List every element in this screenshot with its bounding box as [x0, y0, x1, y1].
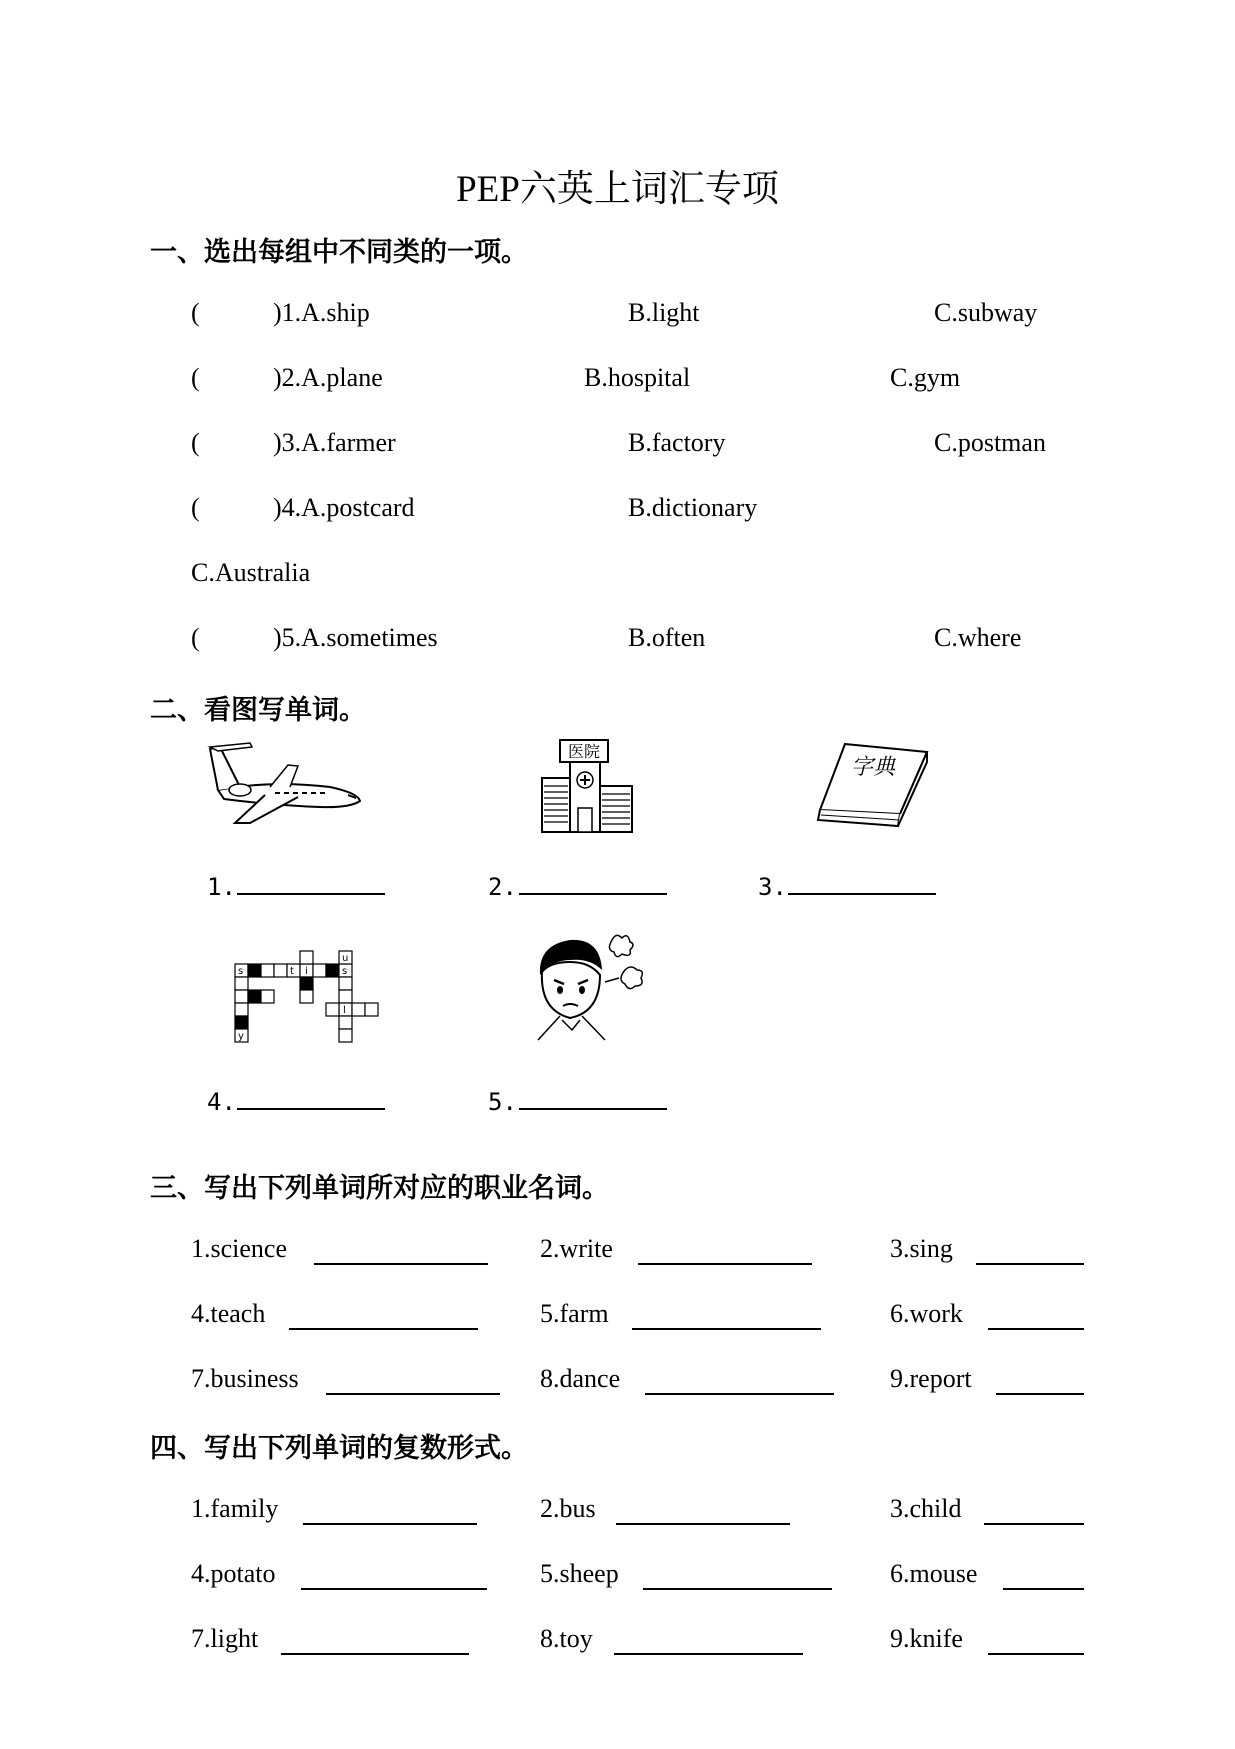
answer-paren: ( [191, 623, 200, 652]
hospital-picture [540, 738, 635, 838]
plural-word: 3.child [890, 1494, 962, 1523]
answer-blank[interactable] [1003, 1588, 1084, 1590]
answer-blank[interactable] [988, 1328, 1084, 1330]
answer-blank-4[interactable] [237, 1108, 385, 1110]
dictionary-cover-text: 字典 [850, 755, 896, 780]
hospital-sign-text: 医院 [567, 742, 601, 761]
profession-word: 7.business [191, 1364, 299, 1393]
answer-blank-3[interactable] [788, 893, 936, 895]
plural-word: 8.toy [540, 1624, 593, 1653]
answer-blank[interactable] [643, 1588, 832, 1590]
section-1-heading: 一、选出每组中不同类的一项。 [150, 237, 528, 267]
crossword-letter: t [290, 966, 294, 977]
option-c: C.postman [934, 428, 1046, 457]
answer-paren: ( [191, 428, 200, 457]
profession-word: 9.report [890, 1364, 972, 1393]
answer-blank[interactable] [326, 1393, 500, 1395]
answer-blank-2[interactable] [519, 893, 667, 895]
crossword-letter: u [342, 953, 349, 964]
profession-word: 8.dance [540, 1364, 621, 1393]
option-c: C.where [934, 623, 1022, 652]
answer-blank[interactable] [303, 1523, 477, 1525]
option-a: )1.A.ship [273, 298, 370, 327]
dictionary-picture [815, 742, 930, 832]
profession-word: 3.sing [890, 1234, 953, 1263]
option-a: )2.A.plane [273, 363, 383, 392]
answer-blank[interactable] [996, 1393, 1084, 1395]
plural-word: 6.mouse [890, 1559, 978, 1588]
option-c: C.Australia [191, 558, 311, 587]
plural-word: 5.sheep [540, 1559, 619, 1588]
answer-blank[interactable] [645, 1393, 834, 1395]
crossword-letter: s [342, 966, 348, 977]
answer-blank[interactable] [976, 1263, 1084, 1265]
answer-blank[interactable] [281, 1653, 469, 1655]
profession-word: 2.write [540, 1234, 613, 1263]
option-a: )3.A.farmer [273, 428, 396, 457]
option-b: B.factory [628, 428, 726, 457]
picture-label-5: 5. [488, 1088, 517, 1116]
plural-word: 7.light [191, 1624, 259, 1653]
plural-word: 1.family [191, 1494, 279, 1523]
answer-paren: ( [191, 493, 200, 522]
picture-label-2: 2. [488, 873, 517, 901]
option-c: C.subway [934, 298, 1038, 327]
section-3-heading: 三、写出下列单词所对应的职业名词。 [150, 1173, 609, 1203]
profession-word: 5.farm [540, 1299, 609, 1328]
answer-blank[interactable] [616, 1523, 790, 1525]
answer-blank[interactable] [301, 1588, 487, 1590]
plural-word: 2.bus [540, 1494, 596, 1523]
profession-word: 1.science [191, 1234, 288, 1263]
answer-blank[interactable] [988, 1653, 1084, 1655]
option-a: )5.A.sometimes [273, 623, 438, 652]
airplane-picture [210, 735, 365, 825]
crossword-letter: y [238, 1031, 244, 1042]
plural-word: 9.knife [890, 1624, 963, 1653]
option-b: B.often [628, 623, 706, 652]
answer-paren: ( [191, 363, 200, 392]
answer-blank[interactable] [984, 1523, 1084, 1525]
option-b: B.dictionary [628, 493, 758, 522]
crossword-picture [235, 950, 390, 1050]
option-a: )4.A.postcard [273, 493, 415, 522]
answer-paren: ( [191, 298, 200, 327]
picture-label-1: 1. [207, 873, 236, 901]
answer-blank[interactable] [632, 1328, 821, 1330]
option-b: B.hospital [584, 363, 691, 392]
plural-word: 4.potato [191, 1559, 276, 1588]
profession-word: 4.teach [191, 1299, 266, 1328]
profession-word: 6.work [890, 1299, 963, 1328]
answer-blank-1[interactable] [237, 893, 385, 895]
crossword-letter: l [343, 1005, 346, 1016]
picture-label-4: 4. [207, 1088, 236, 1116]
section-4-heading: 四、写出下列单词的复数形式。 [150, 1433, 528, 1463]
answer-blank[interactable] [314, 1263, 488, 1265]
crossword-letter: i [305, 966, 308, 977]
option-c: C.gym [890, 363, 961, 392]
answer-blank[interactable] [289, 1328, 478, 1330]
page-title: PEP六英上词汇专项 [456, 169, 779, 210]
answer-blank[interactable] [614, 1653, 803, 1655]
picture-label-3: 3. [758, 873, 787, 901]
crossword-letter: s [238, 966, 244, 977]
answer-blank[interactable] [638, 1263, 812, 1265]
answer-blank-5[interactable] [519, 1108, 667, 1110]
option-b: B.light [628, 298, 700, 327]
section-2-heading: 二、看图写单词。 [150, 695, 366, 725]
angry-boy-picture [530, 930, 655, 1050]
